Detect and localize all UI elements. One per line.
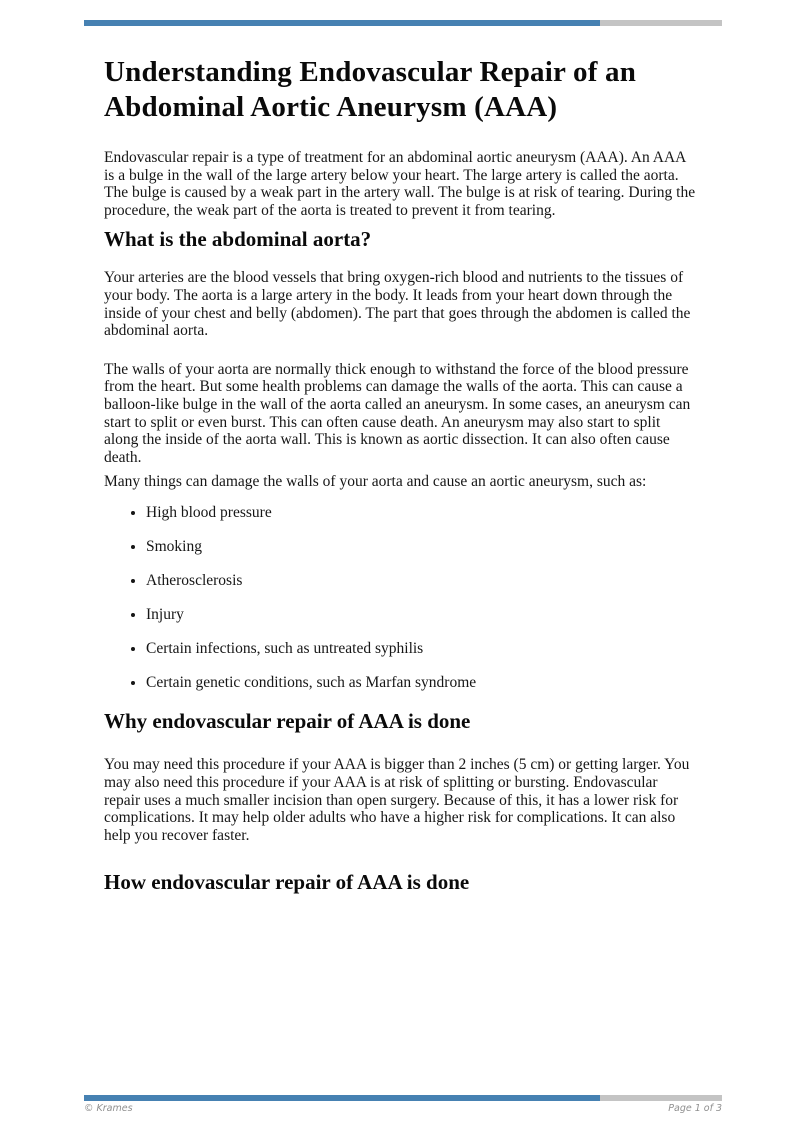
footer-copyright: © Krames <box>84 1103 133 1114</box>
section-heading-how-repair-done: How endovascular repair of AAA is done <box>104 870 470 895</box>
bullet-item-atherosclerosis: • Atherosclerosis <box>146 572 697 590</box>
intro-paragraph: Endovascular repair is a type of treatment for an abdominal aortic aneurysm (AAA). An AAA is a bulge in the wall of the large artery below your heart. The large artery is called the aorta. The bulge is caused by a weak part in the artery wall. The bulge is at risk of tearing. During the procedure, the weak part of the aorta is treated to prevent it from tearing. <box>104 149 696 219</box>
bullet-item-genetic-conditions: • Certain genetic conditions, such as Marfan syndrome <box>146 674 697 692</box>
causes-bullet-list <box>104 504 697 692</box>
paragraph-arteries: Your arteries are the blood vessels that bring oxygen-rich blood and nutrients to the tissues of your body. The aorta is a large artery in the body. It leads from your heart down through the inside of your chest and belly (abdomen). The part that goes through the abdomen is called the abdominal aorta. <box>104 269 691 340</box>
paragraph-why-repair: You may need this procedure if your AAA is bigger than 2 inches (5 cm) or getting larger. You may also need this procedure if your AAA is at risk of splitting or bursting. Endovascular repair uses a much smaller incision than open surgery. Because of this, it has a lower risk for complications. It may help older adults who have a higher risk for complications. It can also help you recover faster. <box>104 756 690 844</box>
bullet-item-high-blood-pressure: • High blood pressure <box>146 504 697 522</box>
document-body <box>104 0 697 894</box>
section-heading-why-repair-done: Why endovascular repair of AAA is done <box>104 709 471 734</box>
footer-rule <box>84 1095 722 1101</box>
footer-rule-gray-segment <box>600 1095 722 1101</box>
page-footer <box>84 1103 722 1115</box>
bullet-item-infections: • Certain infections, such as untreated syphilis <box>146 640 697 658</box>
footer-page-number: Page 1 of 3 <box>668 1103 722 1114</box>
footer-rule-accent-segment <box>84 1095 600 1101</box>
section-heading-what-is-abdominal-aorta: What is the abdominal aorta? <box>104 227 372 252</box>
bullet-item-injury: • Injury <box>146 606 697 624</box>
paragraph-causes-lead-in: Many things can damage the walls of your aorta and cause an aortic aneurysm, such as: <box>104 473 647 491</box>
page-title: Understanding Endovascular Repair of an Abdominal Aortic Aneurysm (AAA) <box>104 56 637 123</box>
bullet-item-smoking: • Smoking <box>146 538 697 556</box>
paragraph-aorta-walls: The walls of your aorta are normally thick enough to withstand the force of the blood pressure from the heart. But some health problems can damage the walls of the aorta. This can cause a balloon-like bulge in the wall of the aorta called an aneurysm. In some cases, an aneurysm can start to split or even burst. This can often cause death. An aneurysm may also start to split along the inside of the aorta wall. This is known as aortic dissection. It can also often cause death. <box>104 360 691 466</box>
